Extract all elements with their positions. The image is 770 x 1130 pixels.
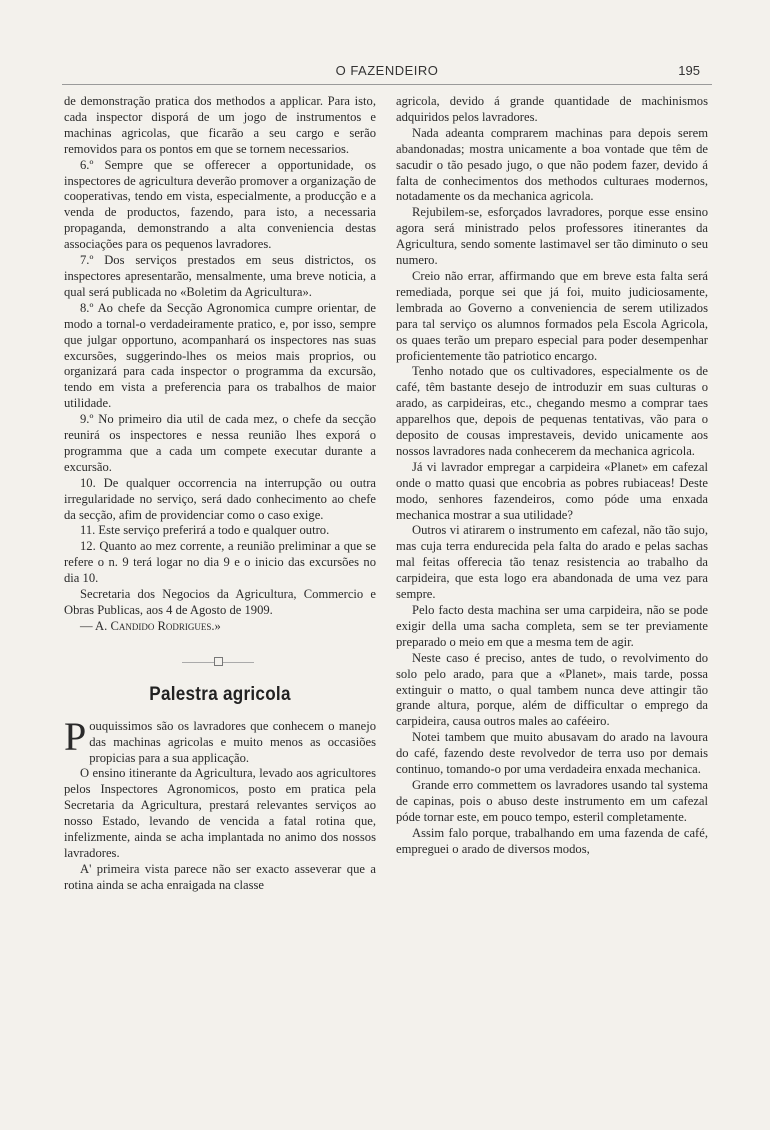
- paragraph: 12. Quanto ao mez corrente, a reunião preliminar a que se refere o n. 9 terá logar no dia 9 e o inicio das excursões no dia 10.: [64, 539, 376, 586]
- paragraph: Neste caso é preciso, antes de tudo, o revolvimento do solo pelo arado, para que a «Planet», mais tarde, possa extinguir o matto, o qual tambem nunca deve attingir tão grande altura, porque, além de difficultar o emprego da carpideira, causa outros males ao caféeiro.: [396, 650, 708, 729]
- paragraph: 11. Este serviço preferirá a todo e qualquer outro.: [80, 523, 330, 538]
- divider-ornament: [214, 657, 223, 666]
- paragraph: Nada adeanta comprarem machinas para depois serem abandonadas; mostra unicamente a boa vontade que têm de sacudir o tão pesado jugo, o que não podem fazer, devido á falta de conhecimentos dos methodos culturaes modernos, notadamente os da mechanica agricola.: [396, 125, 708, 204]
- paragraph: O ensino itinerante da Agricultura, levado aos agricultores pelos Inspectores Agronomicos, posto em pratica pela Secretaria da Agricultura, prestará relevantes serviços ao nosso Estado, levando de vencida a fatal rotina que, infelizmente, ainda se acha implantada no animo dos nossos lavradores.: [64, 766, 376, 860]
- paragraph: 6.º Sempre que se offerecer a opportunidade, os inspectores de agricultura deverão promover a organização de cooperativas, tendo em vista, especialmente, a producção e a venda de productos, fazendo, para isto, a necessaria propaganda, demonstrando a alta conveniencia destas associações para os pequenos lavradores.: [64, 157, 377, 252]
- paragraph: Já vi lavrador empregar a carpideira «Planet» em cafezal onde o matto quasi que encobria as pobres rubiaceas! Deste modo, senhores fazendeiros, como póde uma enxada mechanica mostrar a sua utilidade?: [396, 459, 708, 522]
- paragraph: Tenho notado que os cultivadores, especialmente os de café, têm bastante desejo de introduzir em suas culturas o arado, as carpideiras, etc., chegando mesmo a comprar taes apparelhos que, depois de pequenas tentativas, vão para o deposito de cousas imprestaveis, devido unicamente aos nossos lavradores nada conhecerem da mechanica agricola.: [396, 364, 708, 458]
- section-divider: [64, 655, 376, 669]
- left-column: [64, 94, 376, 894]
- paragraph: 7.º Dos serviços prestados em seus districtos, os inspectores apresentarão, mensalmente, uma breve noticia, a qual será publicada no «Boletim da Agricultura».: [64, 253, 376, 299]
- paragraph: Grande erro commettem os lavradores usando tal systema de capinas, pois o abuso deste instrumento em um cafezal póde tornar este, em pouco tempo, esteril completamente.: [396, 777, 708, 824]
- paragraph: de demonstração pratica dos methodos a applicar. Para isto, cada inspector disporá de um jogo de instrumentos e machinas agricolas, que ficarão a seu cargo e serão removidos para os pontos em que se tornem necessarios.: [64, 94, 376, 156]
- signature: — A. Candido Rodrigues.»: [80, 618, 221, 633]
- paragraph: A' primeira vista parece não ser exacto asseverar que a rotina ainda se acha enraigada na classe: [64, 861, 376, 892]
- first-paragraph: [64, 713, 376, 767]
- paragraph: Secretaria dos Negocios da Agricultura, Commercio e Obras Publicas, aos 4 de Agosto de 1909.: [64, 587, 376, 617]
- right-column: [396, 94, 708, 858]
- paragraph: Pelo facto desta machina ser uma carpideira, não se pode exigir della uma sacha completa, sem se ter previamente preparado o meio em que a mesma tem de agir.: [396, 603, 708, 649]
- paragraph: 9.º No primeiro dia util de cada mez, o chefe da secção reunirá os inspectores e nessa reunião lhes exporá o programma que a cada um compete executar durante a excursão.: [64, 412, 376, 474]
- journal-title: O FAZENDEIRO: [335, 63, 439, 78]
- paragraph: Notei tambem que muito abusavam do arado na lavoura do café, fazendo deste revolvedor de terra uso por demais continuo, tomando-o por uma verdadeira enxada mechanica.: [396, 730, 708, 777]
- page-header: [62, 58, 712, 85]
- drop-cap: P: [64, 713, 87, 759]
- paragraph: 10. De qualquer occorrencia na interrupção ou outra irregularidade no serviço, será dado conhecimento ao chefe da secção, afim de providenciar como o caso exige.: [64, 475, 376, 522]
- paragraph: Creio não errar, affirmando que em breve esta falta será remediada, porque sei que já foi, muito judiciosamente, lembrada ao Governo a conveniencia de serem utilizados para tal serviço os alumnos formados pela Escola Agricola, os quaes terão um preparo especial para poder desempenhar proficientemente tão patriotico encargo.: [396, 268, 708, 363]
- page-number: 195: [678, 63, 700, 78]
- paragraph: Outros vi atirarem o instrumento em cafezal, não tão sujo, mas cuja terra endurecida pela falta do arado e pelas sachas mal feitas offerecia tão tenaz resistencia ao trabalho da carpideira, que esta logo era abandonada de uma vez para sempre.: [396, 523, 708, 602]
- section-title: Palestra agricola: [149, 683, 291, 705]
- paragraph: Rejubilem-se, esforçados lavradores, porque esse ensino agora será ministrado pelos professores itinerantes da Agricultura, sendo somente lastimavel ser tão diminuto o seu numero.: [396, 205, 708, 268]
- paragraph: 8.º Ao chefe da Secção Agronomica cumpre orientar, de modo a tornal-o verdadeiramente pratico, e, por isso, sempre que julgar opportuno, acompanhará os inspectores nas suas excursões, suggerindo-lhes os meios mais proprios, ou organizará para cada inspector o programma da excursão, tendo em vista a preferencia para os trabalhos de maior utilidade.: [64, 300, 376, 411]
- first-paragraph-text: ouquissimos são os lavradores que conhecem o manejo das machinas agricolas e muito menos as occasiões propicias para a sua applicação.: [89, 718, 376, 765]
- paragraph: agricola, devido á grande quantidade de machinismos adquiridos pelos lavradores.: [396, 94, 708, 124]
- paragraph: Assim falo porque, trabalhando em uma fazenda de café, empreguei o arado de diversos modos,: [396, 825, 708, 856]
